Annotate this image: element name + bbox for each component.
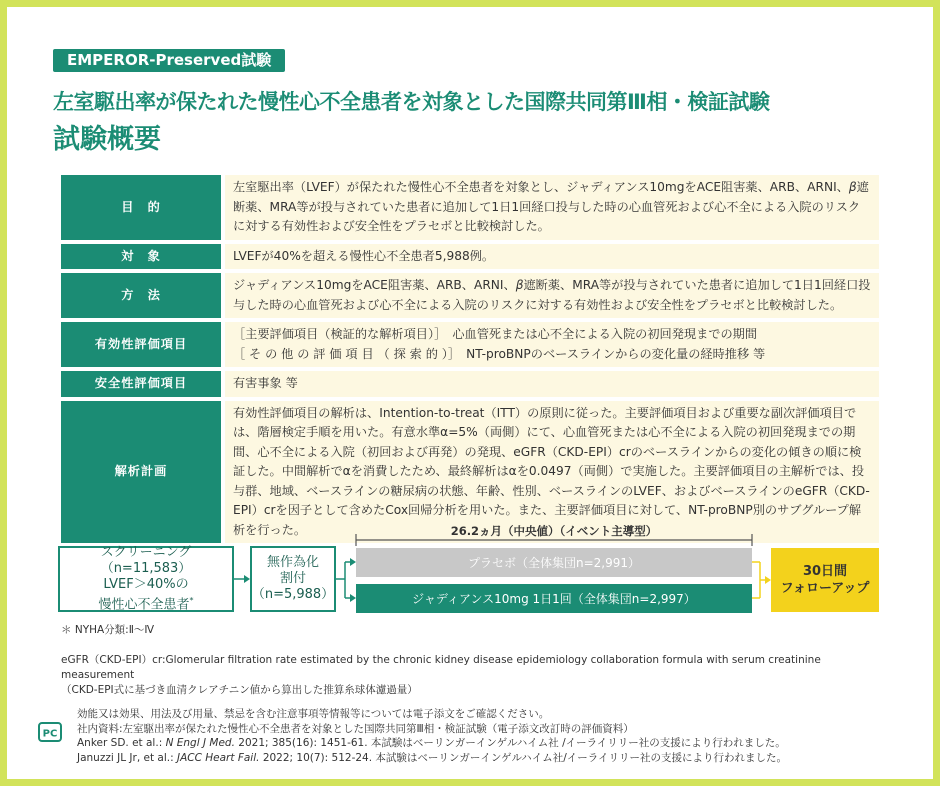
row-label-method: 方 法 [61,273,221,318]
ref4-authors: Januzzi JL Jr, et al.: [77,751,177,764]
purpose-beta: β [848,180,857,194]
nyha-footnote: ＊ NYHA分類:Ⅱ～Ⅳ [61,624,155,636]
row-label-safety: 安全性評価項目 [61,371,221,397]
duration-label: 26.2ヵ月（中央値）（イベント主導型） [450,524,658,538]
screening-line1: スクリーニング（n=11,583） [100,544,192,576]
purpose-text-b: 遮断薬、MRA等が投与されていた患者に追加して1日1回経口投与した時の心血管死および心不全による入院のリスクに対する有効性および安全性をプラセボと比較検討した。 [233,180,869,233]
trial-tag: EMPEROR-Preserved試験 [53,49,285,72]
page-title: 試験概要 [53,124,161,155]
row-content-subjects: LVEFが40%を超える慢性心不全患者5,988例。 [221,244,879,270]
placebo-arm: プラセボ（全体集団n=2,991） [356,548,752,577]
rand-line2: 割付 [280,571,307,586]
rand-line3: （n=5,988） [251,587,335,602]
table-row-method [61,273,879,318]
ref3-journal: N Engl J Med. [165,737,235,749]
row-content-purpose [221,175,879,240]
row-label-subjects: 対 象 [61,244,221,270]
egfr-note [61,653,891,698]
table-row-analysis [61,401,879,544]
randomization-box [250,546,336,612]
screening-line3: 慢性心不全患者 [98,597,190,613]
ref-line3 [77,736,897,751]
row-label-analysis: 解析計画 [61,401,221,544]
ref4-journal: JACC Heart Fail. [176,751,260,764]
followup-box [771,548,879,612]
follow-line1: 30日間 [802,564,848,579]
row-label-purpose: 目 的 [61,175,221,240]
screening-line2: LVEF＞40%の [103,576,189,592]
table-row-purpose [61,175,879,240]
row-content-safety: 有害事象 等 [221,371,879,397]
screening-mark: * [189,595,194,605]
row-label-endpoints: 有効性評価項目 [61,322,221,367]
references [77,707,897,765]
purpose-text-a: 左室駆出率（LVEF）が保たれた慢性心不全患者を対象とし、ジャディアンス10mgをACE阻害薬、ARB、ARNI、 [233,180,849,194]
jardiance-arm: ジャディアンス10mg 1日1回（全体集団n=2,997） [356,584,752,613]
method-beta: β [515,278,524,292]
ref3-authors: Anker SD. et al.: [77,737,166,749]
screening-box [58,546,234,612]
ref-line1: 効能又は効果、用法及び用量、禁忌を含む注意事項等情報等については電子添文をご確認ください。 [77,708,550,720]
page-subtitle: 左室駆出率が保たれた慢性心不全患者を対象とした国際共同第Ⅲ相・検証試験 [53,90,770,114]
svg-text:PC: PC [42,728,58,740]
table-row-safety [61,371,879,397]
table-row-endpoints [61,322,879,367]
method-text-b: 遮断薬、MRA等が投与されていた患者に追加して1日1回経口投与した時の心血管死および心不全による入院のリスクに対する有効性および安全性をプラセボと比較検討した。 [233,278,871,312]
table-row-subjects [61,244,879,270]
ref-line4 [77,751,897,766]
follow-line2: フォローアップ [780,581,870,596]
ref3-rest: 2021; 385(16): 1451-61. 本試験はベーリンガーインゲルハイム社 /イーライリリー社の支援により行われました。 [234,737,786,749]
ref-line2: 社内資料:左室駆出率が保たれた慢性心不全患者を対象とした国際共同第Ⅲ相・検証試験（電子添文改訂時の評価資料） [77,722,634,735]
row-content-endpoints [221,322,879,367]
pc-mark-icon [38,722,62,742]
row-content-method [221,273,879,318]
row-content-analysis: 有効性評価項目の解析は、Intention-to-treat（ITT）の原則に従った。主要評価項目および重要な副次評価項目では、階層検定手順を用いた。有意水準α=5%（両側）にて、心血管死または心不全による入院の初回発現までの期間、心不全による入院（初回および再発）の発現、eGFR（CKD-EPI）crのベースラインからの変化の傾きの順に検証した。中間解析でαを消費したため、最終解析はαを0.0497（両側）で実施した。主要評価項目の主解析では、投与群、地域、ベースラインの糖尿病の状態、年齢、性別、ベースラインのLVEF、およびベースラインのeGFR（CKD-EPI）crを因子として含めたCox回帰分析を用いた。また、主要評価項目に対して、NT-proBNP別のサブグループ解析を行った。 [221,401,879,544]
egfr-line1: eGFR（CKD-EPI）cr:Glomerular filtration rate estimated by the chronic kidney disease epidemiology collaboration formula with serum creatinine measurement [61,654,821,681]
method-text-a: ジャディアンス10mgをACE阻害薬、ARB、ARNI、 [233,278,516,292]
summary-table [61,171,879,547]
egfr-line2: （CKD-EPI式に基づき血清クレアチニン値から算出した推算糸球体濾過量） [61,684,418,696]
primary-endpoint: ［主要評価項目（検証的な解析項目）］ 心血管死または心不全による入院の初回発現までの期間 [233,327,758,341]
other-endpoint: ［ そ の 他 の 評 価 項 目 （ 探 索 的 ）］ NT-proBNPのベースラインからの変化量の経時推移 等 [233,346,766,361]
ref4-rest: 2022; 10(7): 512-24. 本試験はベーリンガーインゲルハイム社/イーライリリー社の支援により行われました。 [259,751,787,764]
rand-line1: 無作為化 [267,555,320,570]
